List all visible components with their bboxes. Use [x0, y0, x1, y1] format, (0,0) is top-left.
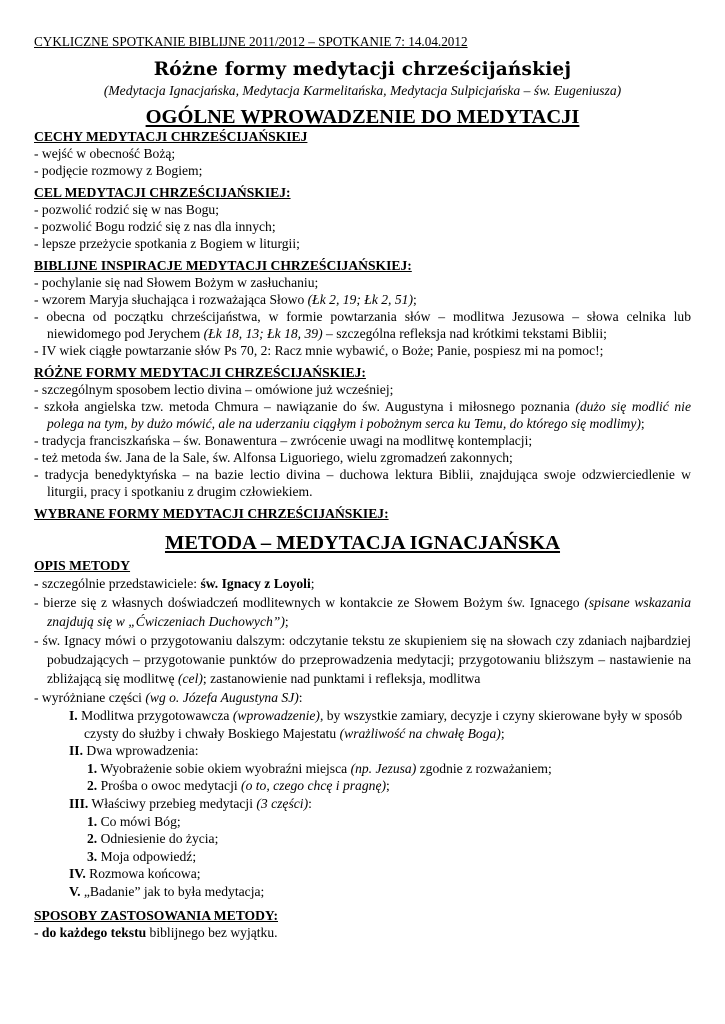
part-number: 2.: [87, 831, 98, 847]
item-emphasis: (cel): [177, 671, 203, 686]
item-text: - szkoła angielska tzw. metoda Chmura – nawiązanie do św. Augustyna i miłosnego poznania: [34, 399, 576, 414]
list-item: - też metoda św. Jana de la Sale, św. Alfonsa Liguoriego, wielu zgromadzeń zakonnych;: [34, 450, 513, 465]
section-heading-opis: OPIS METODY: [34, 558, 131, 573]
item-emphasis: (spisane wskazania znajdują się w „Ćwiczeniach Duchowych”): [47, 595, 692, 629]
list-item: - pozwolić Bogu rodzić się z nas dla innych;: [34, 219, 276, 234]
part-item: [69, 707, 691, 742]
item-text: , by wszystkie zamiary, decyzje i czyny skierowane były w sposób czysty do służby i chwały Boskiego Majestatu: [84, 708, 683, 741]
document-title: Różne formy medytacji chrześcijańskiej: [153, 59, 572, 80]
item-text: Odniesienie do życia;: [97, 831, 219, 847]
section-opis: [34, 557, 691, 707]
scripture-reference: (Łk 2, 19; Łk 2, 51): [307, 292, 413, 307]
subpart-item: [87, 830, 691, 848]
list-item: [34, 593, 691, 631]
subpart-item: [87, 777, 691, 795]
list-item: - tradycja benedyktyńska – na bazie lectio divina – duchowa lektura Biblii, znajdująca swoje odzwierciedlenie w liturgii, pracy i spotkaniu z drugim człowiekiem.: [34, 467, 691, 499]
method-parts-list: [34, 707, 691, 901]
part-number: III.: [69, 795, 89, 811]
item-text: :: [308, 795, 312, 811]
item-text: ;: [310, 576, 315, 591]
item-emphasis: (3 części): [256, 795, 309, 811]
part-item: [69, 742, 691, 760]
item-text: - obecna od początku chrześcijaństwa, w formie powtarzania słów – modlitwa Jezusowa – słowa celnika lub niewidomego pod Jerychem: [34, 309, 691, 341]
list-item: [34, 291, 691, 308]
list-item: - IV wiek ciągłe powtarzanie słów Ps 70, 2: Racz mnie wybawić, o Boże; Panie, pospiesz mi na pomoc!;: [34, 343, 604, 358]
item-text: ;: [640, 416, 645, 431]
item-text: Modlitwa przygotowawcza: [77, 708, 233, 723]
item-text: ;: [500, 725, 505, 741]
section-heading-cechy: CECHY MEDYTACJI CHRZEŚCIJAŃSKIEJ: [34, 129, 308, 144]
section-heading-cel: CEL MEDYTACJI CHRZEŚCIJAŃSKIEJ:: [34, 185, 291, 200]
list-item: [34, 398, 691, 432]
part-number: V.: [69, 883, 81, 899]
item-emphasis: (np. Jezusa): [350, 760, 417, 776]
item-text: ;: [386, 778, 390, 794]
item-emphasis: (wg o. Józefa Augustyna SJ): [145, 690, 299, 705]
item-text: - wyróżniane części: [34, 690, 146, 705]
list-item: - pozwolić rodzić się w nas Bogu;: [34, 202, 219, 217]
part-item: [69, 795, 691, 813]
item-text: - bierze się z własnych doświadczeń modlitewnych w kontakcie ze Słowem Bożym św. Ignacego: [34, 595, 585, 610]
list-item: - tradycja franciszkańska – św. Bonawentura – zwrócenie uwagi na modlitwę kontemplacji;: [34, 433, 533, 448]
item-bold: św. Ignacy z Loyoli: [200, 576, 311, 591]
list-item: - podjęcie rozmowy z Bogiem;: [34, 163, 203, 178]
part-number: IV.: [69, 866, 86, 882]
item-emphasis: (dużo się modlić nie polega na tym, by dużo mówić, ale na uderzaniu ciągłym i pobożnym serca ku Temu, do którego się modlimy): [47, 399, 691, 431]
list-item: [34, 574, 691, 593]
item-text: Wyobrażenie sobie okiem wyobraźni miejsca: [97, 760, 351, 776]
item-text: Rozmowa końcowa;: [85, 866, 201, 882]
section-heading-formy: RÓŻNE FORMY MEDYTACJI CHRZEŚCIJAŃSKIEJ:: [34, 365, 366, 380]
item-text: Właściwy przebieg medytacji: [88, 795, 257, 811]
list-item: [34, 631, 691, 688]
part-number: 2.: [87, 778, 98, 794]
part-item: [69, 865, 691, 883]
part-number: I.: [69, 708, 78, 723]
item-dash: -: [34, 576, 42, 591]
part-number: 1.: [87, 813, 98, 829]
item-text: Prośba o owoc medytacji: [97, 778, 242, 794]
item-text: ; zastanowienie nad punktami i refleksja, modlitwa: [202, 671, 481, 686]
part-item: [69, 883, 691, 901]
subpart-item: [87, 848, 691, 866]
item-text: „Badanie” jak to była medytacja;: [80, 883, 265, 899]
subpart-item: [87, 813, 691, 831]
item-text: Co mówi Bóg;: [97, 813, 181, 829]
section-heading-sposoby: SPOSOBY ZASTOSOWANIA METODY:: [34, 907, 279, 923]
item-text: :: [298, 690, 303, 705]
item-emphasis: (wrażliwość na chwałę Boga): [339, 725, 501, 741]
section-formy: [34, 364, 691, 500]
part-number: II.: [69, 743, 83, 759]
list-item: [34, 924, 691, 941]
item-text: - wzorem Maryja słuchająca i rozważająca Słowo: [34, 292, 308, 307]
document-subtitle: (Medytacja Ignacjańska, Medytacja Karmelitańska, Medytacja Sulpicjańska – św. Eugeniusza): [103, 83, 622, 98]
section-inspiracje: [34, 257, 691, 359]
list-item: [34, 308, 691, 342]
item-text: Moja odpowiedź;: [97, 848, 197, 864]
section-cel: [34, 184, 691, 252]
item-text: – szczególna refleksja nad krótkimi tekstami Biblii;: [322, 326, 607, 341]
list-item: - szczególnym sposobem lectio divina – omówione już wcześniej;: [34, 382, 394, 397]
item-text: szczególnie przedstawiciele:: [41, 576, 201, 591]
list-item: - lepsze przeżycie spotkania z Bogiem w liturgii;: [34, 236, 300, 251]
main-heading: OGÓLNE WPROWADZENIE DO MEDYTACJI: [145, 106, 580, 128]
item-text: Dwa wprowadzenia:: [82, 743, 199, 759]
part-number: 3.: [87, 848, 98, 864]
section-sposoby: [34, 907, 691, 941]
item-bold: - do każdego tekstu: [34, 924, 147, 940]
item-text: ;: [284, 614, 289, 629]
item-text: biblijnego bez wyjątku.: [146, 924, 278, 940]
series-header: CYKLICZNE SPOTKANIE BIBLIJNE 2011/2012 – SPOTKANIE 7: 14.04.2012: [34, 34, 468, 49]
section-heading-wybrane: WYBRANE FORMY MEDYTACJI CHRZEŚCIJAŃSKIEJ:: [34, 506, 389, 521]
item-text: ;: [412, 292, 417, 307]
section-heading-inspiracje: BIBLIJNE INSPIRACJE MEDYTACJI CHRZEŚCIJAŃSKIEJ:: [34, 258, 412, 273]
item-text: zgodnie z rozważaniem;: [416, 760, 552, 776]
section-cechy: [34, 128, 691, 179]
subpart-item: [87, 760, 691, 778]
list-item: - wejść w obecność Bożą;: [34, 146, 176, 161]
list-item: [34, 688, 691, 707]
list-item: - pochylanie się nad Słowem Bożym w zasłuchaniu;: [34, 275, 319, 290]
item-emphasis: (wprowadzenie): [232, 708, 320, 723]
part-number: 1.: [87, 760, 98, 776]
scripture-reference: (Łk 18, 13; Łk 18, 39): [203, 326, 323, 341]
item-emphasis: (o to, czego chcę i pragnę): [241, 778, 386, 794]
item-text: - św. Ignacy mówi o przygotowaniu dalszym: odczytanie tekstu ze skupieniem się na słowach czy zdaniach najbardziej pobudzających – przygotowanie punktów do przeprowadzenia medytacji; przygotowaniu bliższym – nastawienie na zbliżającą się modlitwę: [34, 633, 691, 686]
method-heading: METODA – MEDYTACJA IGNACJAŃSKA: [164, 532, 561, 554]
